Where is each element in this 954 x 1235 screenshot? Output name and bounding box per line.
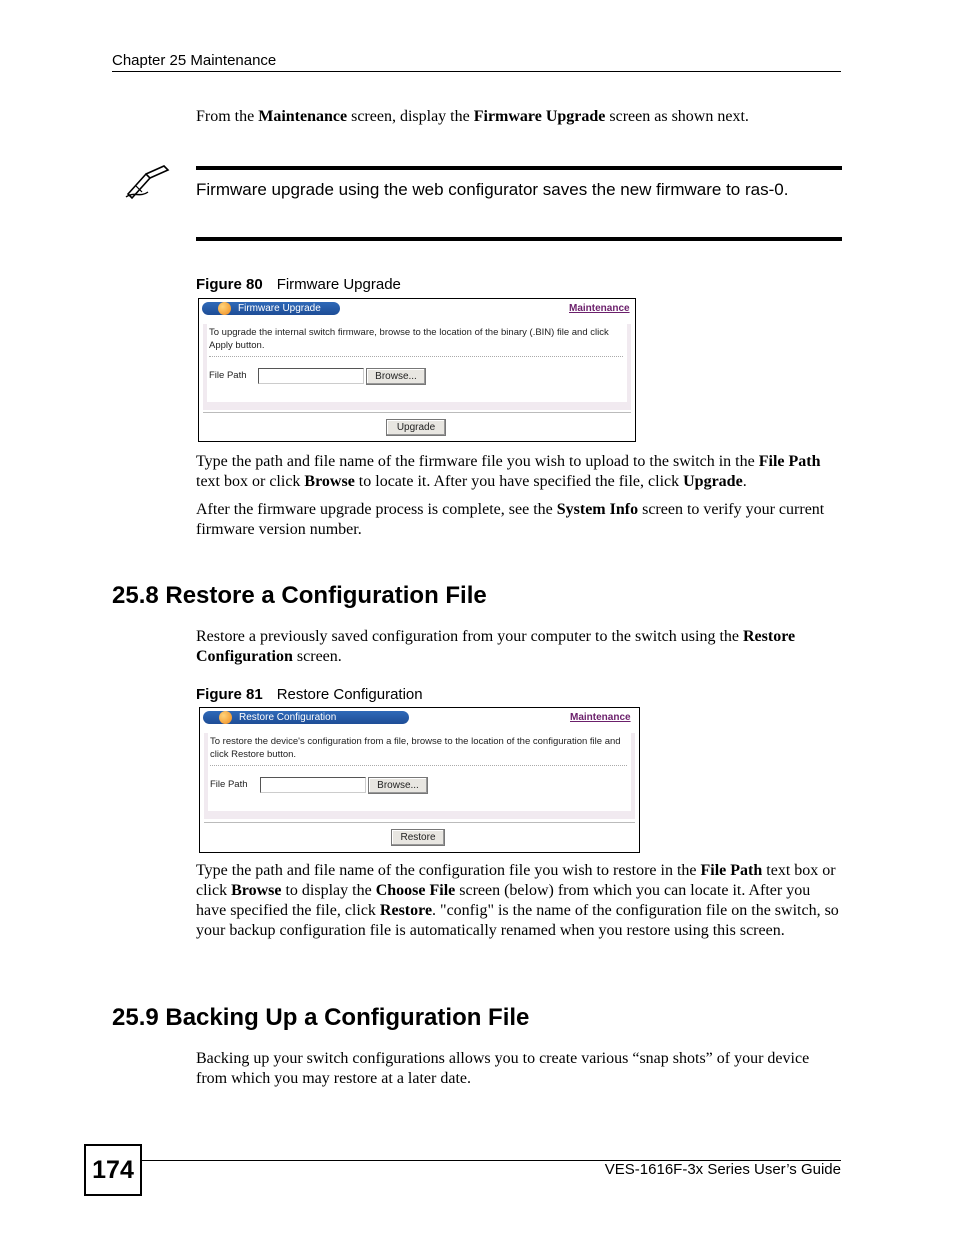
screen-title: Restore Configuration [239,712,337,723]
note-top-rule [196,166,842,170]
figure-81-caption: Figure 81 Restore Configuration [196,686,423,703]
form-panel [203,324,631,402]
running-header: Chapter 25 Maintenance [112,52,277,69]
restore-path-paragraph: Type the path and file name of the configuration file you wish to restore in the File Path text box or click Browse to display the Choose File screen (below) from which you can locate it. After you have specified the file, click Restore. "config" is the name of the configuration file on the switch, so your backup configuration file is automatically renamed when you restore using this screen. [196,862,839,939]
dotted-divider [210,765,627,766]
screen-title-bar [203,711,409,724]
file-path-label: File Path [209,370,247,381]
screen-title-bar [202,302,340,315]
note-pen-icon [124,164,174,205]
file-path-label: File Path [210,779,248,790]
note-bottom-rule [196,237,842,241]
intro-paragraph: From the Maintenance screen, display the Firmware Upgrade screen as shown next. [196,108,749,125]
guide-title: VES-1616F-3x Series User’s Guide [604,1161,841,1178]
separator-line [203,412,631,413]
page-number: 174 [84,1144,142,1196]
form-panel [204,733,635,811]
browse-button[interactable]: Browse... [368,777,428,794]
header-rule [112,71,841,72]
maintenance-link[interactable]: Maintenance [570,712,631,723]
firmware-complete-paragraph: After the firmware upgrade process is complete, see the System Info screen to verify your current firmware version number. [196,501,825,538]
section-25-9-heading: 25.9 Backing Up a Configuration File [112,1004,530,1031]
orb-icon [219,711,232,724]
section-25-8-heading: 25.8 Restore a Configuration File [112,582,487,609]
panel-footer-bar [204,811,635,819]
figure-80-caption: Figure 80 Firmware Upgrade [196,276,401,293]
maintenance-link[interactable]: Maintenance [569,303,630,314]
panel-footer-bar [203,402,631,410]
firmware-path-paragraph: Type the path and file name of the firmware file you wish to upload to the switch in the File Path text box or click Browse to locate it. After you have specified the file, click Upgrade. [196,453,821,490]
orb-icon [218,302,231,315]
browse-button[interactable]: Browse... [366,368,426,385]
file-path-input[interactable] [260,777,366,793]
restore-button[interactable]: Restore [391,829,445,846]
restore-intro-paragraph: Restore a previously saved configuration from your computer to the switch using the Restore Configuration screen. [196,628,796,665]
dotted-divider [209,356,623,357]
separator-line [204,822,635,823]
upgrade-button[interactable]: Upgrade [386,419,446,436]
file-path-input[interactable] [258,368,364,384]
note-text: Firmware upgrade using the web configurator saves the new firmware to ras-0. [196,180,789,199]
restore-configuration-screenshot [199,707,640,853]
screen-description: To upgrade the internal switch firmware, browse to the location of the binary (.BIN) file and click Apply button. [209,327,609,351]
screen-description: To restore the device's configuration from a file, browse to the location of the configuration file and click Restore button. [210,736,621,760]
firmware-upgrade-screenshot [198,298,636,442]
backup-paragraph: Backing up your switch configurations allows you to create various “snap shots” of your device from which you may restore at a later date. [196,1050,810,1087]
screen-title: Firmware Upgrade [238,303,321,314]
